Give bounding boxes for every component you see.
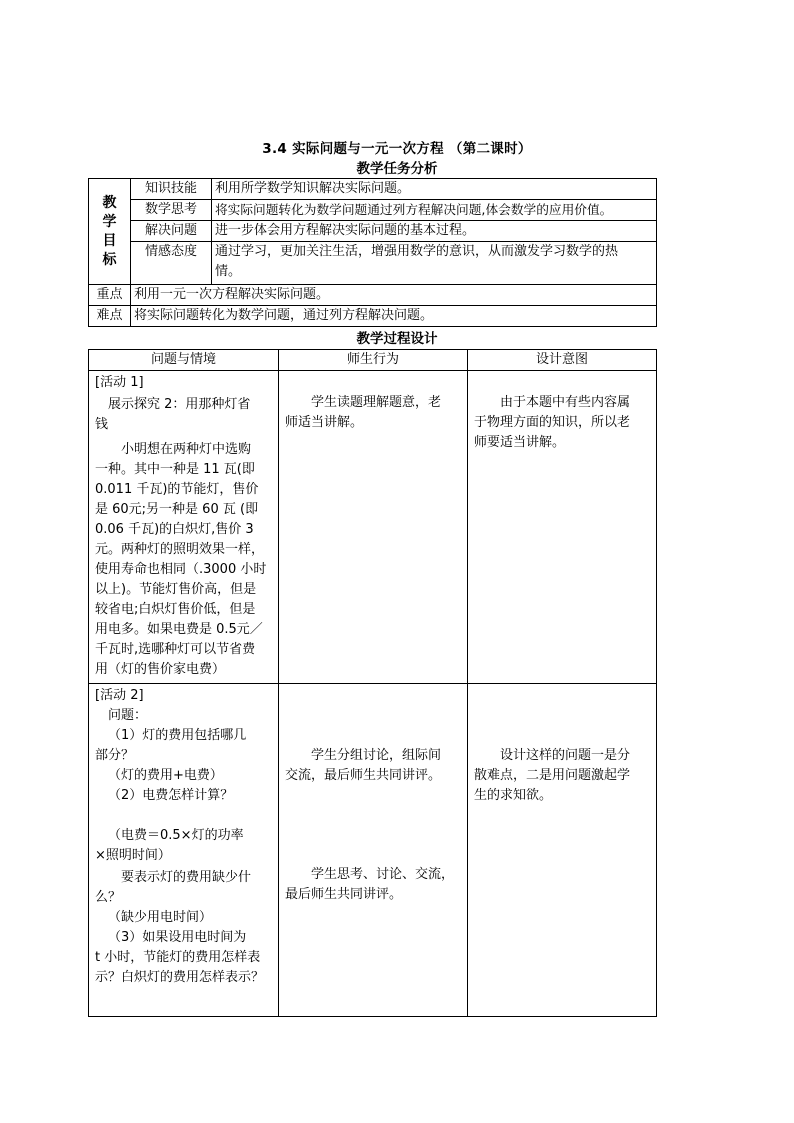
text-line: 较省电;白炽灯售价低，但是	[95, 602, 256, 617]
text-line: （3）如果设用电时间为	[108, 930, 247, 945]
section-heading-process-design: 教学过程设计	[356, 331, 438, 347]
text-line: 用电多。如果电费是 0.5元／	[95, 622, 263, 637]
text-line: 设计这样的问题一是分	[500, 748, 631, 763]
objective-content: 将实际问题转化为数学问题通过列方程解决问题,体会数学的应用价值。	[212, 200, 657, 221]
text-line: 以上)。节能灯售价高，但是	[95, 582, 257, 597]
objective-label: 情感态度	[131, 242, 212, 285]
text-line: （缺少用电时间）	[108, 910, 213, 925]
text-line: 由于本题中有些内容属	[500, 395, 631, 410]
text-line: 交流，最后师生共同讲评。	[285, 768, 442, 783]
key-point-content: 利用一元一次方程解决实际问题。	[131, 285, 657, 306]
text-line: 于物理方面的知识，所以老	[474, 415, 631, 430]
difficult-point-content: 将实际问题转化为数学问题，通过列方程解决问题。	[131, 306, 657, 327]
text-line: 最后师生共同讲评。	[285, 887, 403, 902]
objective-label: 解决问题	[131, 221, 212, 242]
activity1-behavior	[279, 371, 468, 684]
text-line: 生的求知欲。	[474, 788, 553, 803]
text-line: 么？	[95, 890, 122, 905]
objectives-label-char: 目	[102, 232, 117, 249]
text-line: 一种。其中一种是 11 瓦(即	[95, 462, 255, 477]
objective-label: 知识技能	[131, 179, 212, 200]
objectives-label-char: 学	[102, 213, 117, 230]
text-line: （2）电费怎样计算？	[108, 788, 234, 803]
activity2-behavior	[279, 684, 468, 1017]
text-line: 散难点，二是用问题激起学	[474, 768, 631, 783]
text-line: （电费＝0.5×灯的功率	[108, 828, 244, 843]
text-line: 要表示灯的费用缺少什	[121, 870, 252, 885]
text-line: 钱	[95, 417, 109, 432]
text-line: 0.06 千瓦)的白炽灯,售价 3	[95, 522, 254, 537]
objective-content: 进一步体会用方程解决实际问题的基本过程。	[212, 221, 657, 242]
text-line: 使用寿命也相同（.3000 小时	[95, 562, 267, 577]
text-line: 元。两种灯的照明效果一样，	[95, 542, 265, 557]
activity1-intent	[468, 371, 657, 684]
objectives-group-label	[89, 179, 131, 285]
text-line: 示？白炽灯的费用怎样表示？	[95, 970, 265, 985]
key-point-label: 重点	[89, 285, 131, 306]
objective-content-line: 通过学习，更加关注生活，增强用数学的意识，从而激发学习数学的热	[215, 244, 619, 259]
task-analysis-table	[88, 178, 657, 327]
objectives-label-char: 教	[102, 194, 117, 211]
text-line: 千瓦时,选哪种灯可以节省费	[95, 642, 256, 657]
column-header-behavior: 师生行为	[279, 350, 468, 371]
objective-content	[212, 242, 657, 285]
text-line: 展示探究 2：用那种灯省	[108, 397, 251, 412]
objective-content: 利用所学数学知识解决实际问题。	[212, 179, 657, 200]
activity2-intent	[468, 684, 657, 1017]
text-line: 师要适当讲解。	[474, 435, 566, 450]
text-line: （1）灯的费用包括哪几	[108, 728, 247, 743]
text-line: 学生思考、讨论、交流，	[311, 867, 455, 882]
text-line: 部分？	[95, 748, 135, 763]
page-title: 3.4 实际问题与一元一次方程 （第二课时）	[262, 141, 532, 157]
text-line: 问题：	[108, 708, 148, 723]
text-line: 学生读题理解题意，老	[311, 395, 442, 410]
objective-content-line: 情。	[215, 264, 242, 279]
activity-label: [活动 1]	[95, 375, 144, 390]
difficult-point-label: 难点	[89, 306, 131, 327]
objective-label: 数学思考	[131, 200, 212, 221]
text-line: 小明想在两种灯中选购	[121, 442, 252, 457]
text-line: ×照明时间）	[95, 848, 171, 863]
section-heading-task-analysis: 教学任务分析	[356, 161, 438, 177]
text-line: 是 60元;另一种是 60 瓦 (即	[95, 502, 259, 517]
activity1-situation	[89, 371, 279, 684]
activity-label: [活动 2]	[95, 688, 144, 703]
text-line: 用（灯的售价家电费）	[95, 662, 226, 677]
activity2-situation	[89, 684, 279, 1017]
text-line: t 小时，节能灯的费用怎样表	[95, 950, 261, 965]
text-line: 学生分组讨论，组际间	[311, 748, 442, 763]
process-design-table	[88, 349, 657, 1017]
column-header-intent: 设计意图	[468, 350, 657, 371]
text-line: 师适当讲解。	[285, 415, 364, 430]
objectives-label-char: 标	[102, 251, 117, 268]
text-line: 0.011 千瓦)的节能灯，售价	[95, 482, 259, 497]
column-header-situation: 问题与情境	[89, 350, 279, 371]
text-line: （灯的费用+电费）	[108, 768, 223, 783]
